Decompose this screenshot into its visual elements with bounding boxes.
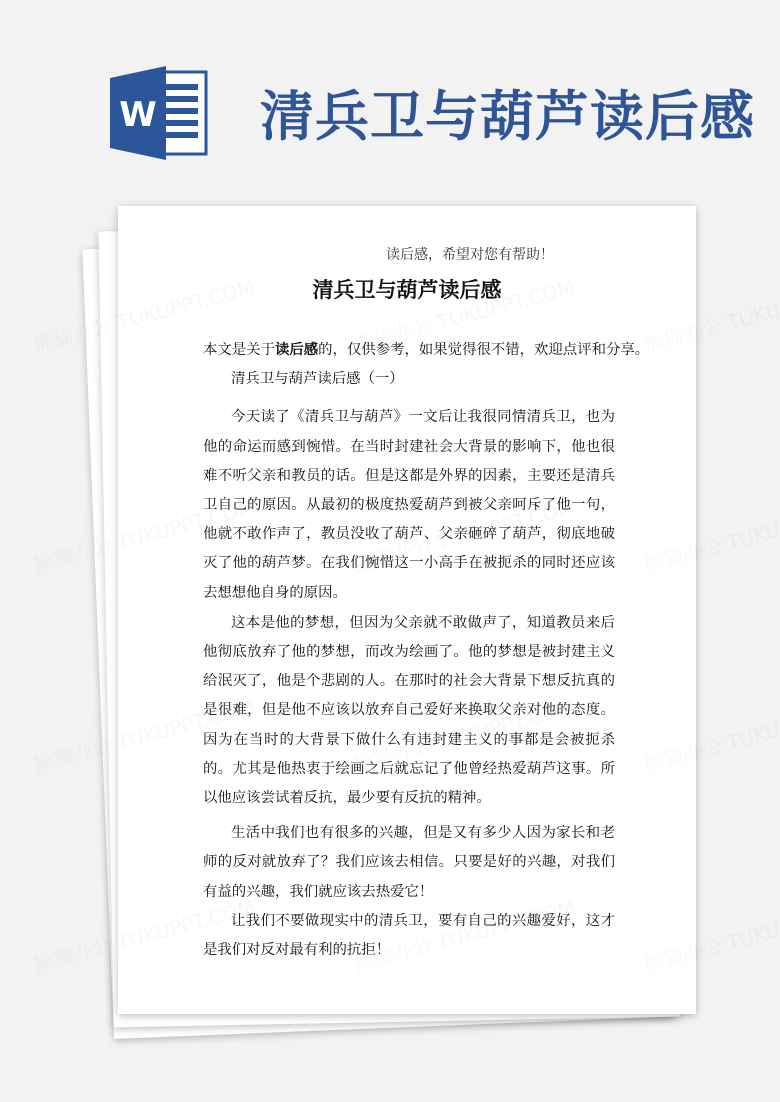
intro-suffix: 的，仅供参考，如果觉得很不错，欢迎点评和分享。 — [318, 342, 650, 358]
intro-line — [203, 336, 650, 365]
document-page — [118, 206, 696, 1014]
document-subtitle: 读后感，希望对您有帮助！ — [386, 247, 554, 263]
paragraph: 生活中我们也有很多的兴趣，但是又有多少人因为家长和老师的反对就放弃了？我们应该去相信。只要是好的兴趣，对我们有益的兴趣，我们就应该去热爱它！ — [203, 825, 615, 900]
intro-keyword: 读后感 — [274, 342, 319, 358]
section-heading: 清兵卫与葫芦读后感（一） — [231, 371, 404, 388]
paragraph: 今天读了《清兵卫与葫芦》一文后让我很同情清兵卫，也为他的命运而感到惋惜。在当时封建社会大背景的影响下，他也很难不听父亲和教员的话。但是这都是外界的因素，主要还是清兵卫自己的原因。从最初的极度热爱葫芦到被父亲呵斥了他一句，他就不敢作声了，教员没收了葫芦、父亲砸碎了葫芦，彻底地破灭了他的葫芦梦。在我们惋惜这一小高手在被扼杀的同时还应该去想想他自身的原因。 — [203, 409, 615, 601]
document-body — [203, 336, 650, 965]
document-title: 清兵卫与葫芦读后感 — [312, 278, 502, 302]
header-title: 清兵卫与葫芦读后感 — [260, 84, 755, 148]
intro-prefix: 本文是关于 — [203, 342, 275, 358]
paragraph: 这本是他的梦想，但因为父亲就不敢做声了，知道教员来后他彻底放弃了他的梦想，而改为绘画了。他的梦想是被封建主义给泯灭了，他是个悲剧的人。在那时的社会大背景下想反抗真的是很难，但是他不应该以放弃自己爱好来换取父亲对他的态度。因为在当时的大背景下做什么有违封建主义的事都是会被扼杀的。尤其是他热衷于绘画之后就忘记了他曾经热爱葫芦这事。所以他应该尝试着反抗，最少要有反抗的精神。 — [203, 614, 615, 807]
paragraph: 让我们不要做现实中的清兵卫，要有自己的兴趣爱好，这才是我们对反对最有利的抗拒！ — [203, 912, 615, 959]
logo-letter: W — [119, 95, 157, 135]
